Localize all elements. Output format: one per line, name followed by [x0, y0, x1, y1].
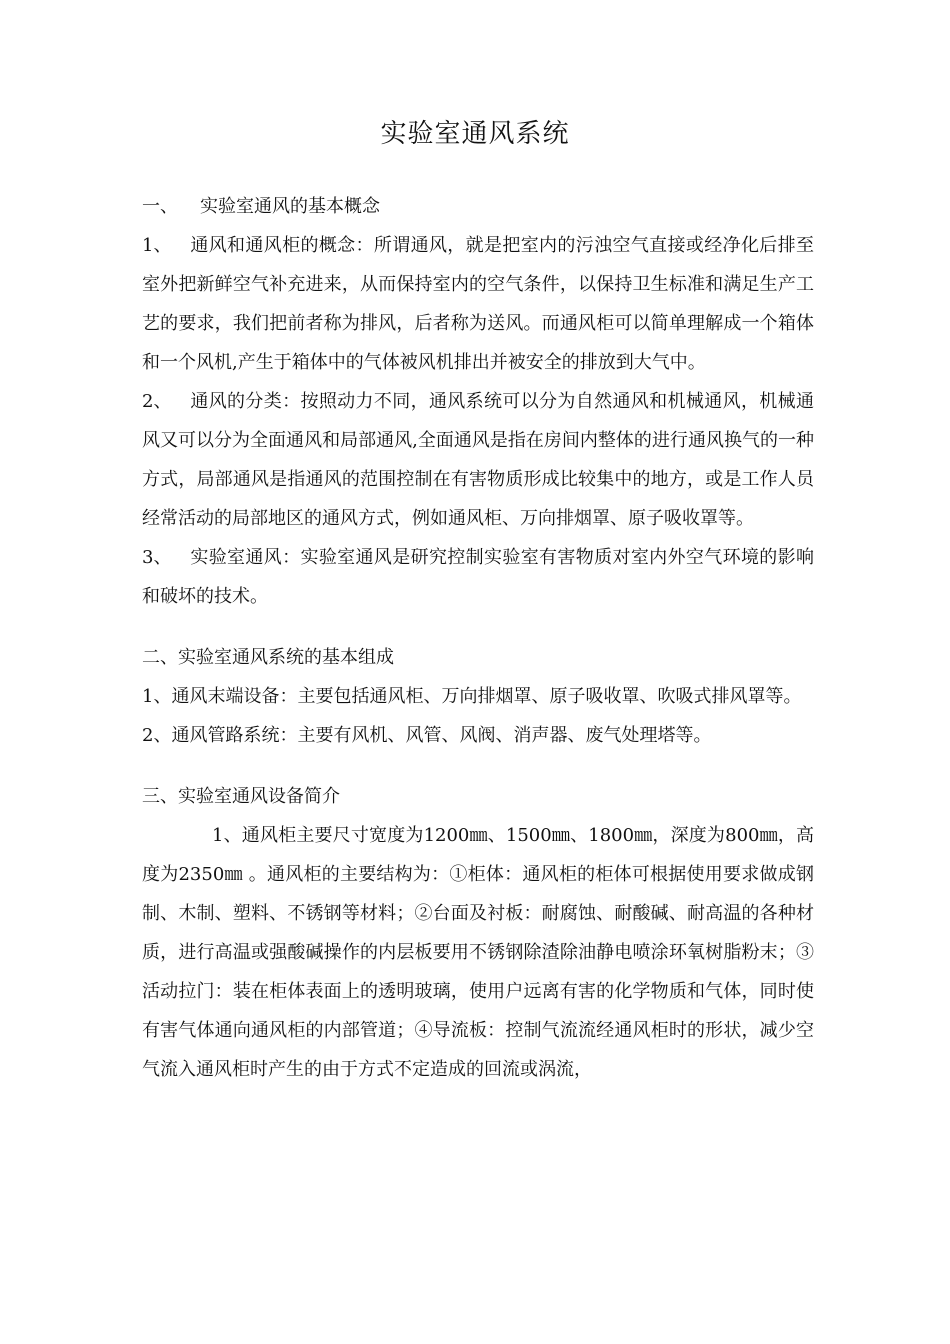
item-number: 1、	[142, 235, 172, 256]
section-2-heading: 二、实验室通风系统的基本组成	[142, 647, 394, 668]
paragraph-gap	[142, 616, 814, 638]
document-body	[142, 187, 814, 1089]
section-2-item: 2、通风管路系统：主要有风机、风管、风阀、消声器、废气处理塔等。	[142, 725, 712, 746]
item-number: 2、	[142, 391, 172, 412]
item-number: 3、	[142, 547, 172, 568]
paragraph-gap	[142, 755, 814, 777]
section-1-title: 实验室通风的基本概念	[200, 196, 380, 217]
section-2-item: 1、通风末端设备：主要包括通风柜、万向排烟罩、原子吸收罩、吹吸式排风罩等。	[142, 686, 802, 707]
section-3-paragraph: 1、通风柜主要尺寸宽度为1200㎜、1500㎜、1800㎜，深度为800㎜，高度为2350㎜ 。通风柜的主要结构为：①柜体：通风柜的柜体可根据使用要求做成钢制、木制、塑料、不锈钢等材料；②台面及衬板：耐腐蚀、耐酸碱、耐高温的各种材质，进行高温或强酸碱操作的内层板要用不锈钢除渣除油静电喷涂环氧树脂粉末；③活动拉门：装在柜体表面上的透明玻璃，使用户远离有害的化学物质和气体，同时使有害气体通向通风柜的内部管道；④导流板：控制气流流经通风柜时的形状，减少空气流入通风柜时产生的由于方式不定造成的回流或涡流，	[142, 825, 814, 1080]
section-1-number: 一、	[142, 196, 178, 217]
section-3-heading: 三、实验室通风设备简介	[142, 786, 340, 807]
item-text: 通风和通风柜的概念：所谓通风，就是把室内的污浊空气直接或经净化后排至室外把新鲜空气补充进来，从而保持室内的空气条件，以保持卫生标准和满足生产工艺的要求，我们把前者称为排风，后者称为送风。而通风柜可以简单理解成一个箱体和一个风机,产生于箱体中的气体被风机排出并被安全的排放到大气中。	[142, 235, 814, 373]
section-1-item	[142, 538, 814, 616]
document-title: 实验室通风系统	[380, 119, 570, 149]
section-1-item	[142, 382, 814, 538]
item-text: 实验室通风：实验室通风是研究控制实验室有害物质对室内外空气环境的影响和破坏的技术。	[142, 547, 814, 607]
item-text: 通风的分类：按照动力不同，通风系统可以分为自然通风和机械通风，机械通风又可以分为全面通风和局部通风,全面通风是指在房间内整体的进行通风换气的一种方式，局部通风是指通风的范围控制在有害物质形成比较集中的地方，或是工作人员经常活动的局部地区的通风方式，例如通风柜、万向排烟罩、原子吸收罩等。	[142, 391, 814, 529]
section-1-item	[142, 226, 814, 382]
section-1-heading	[142, 187, 814, 226]
